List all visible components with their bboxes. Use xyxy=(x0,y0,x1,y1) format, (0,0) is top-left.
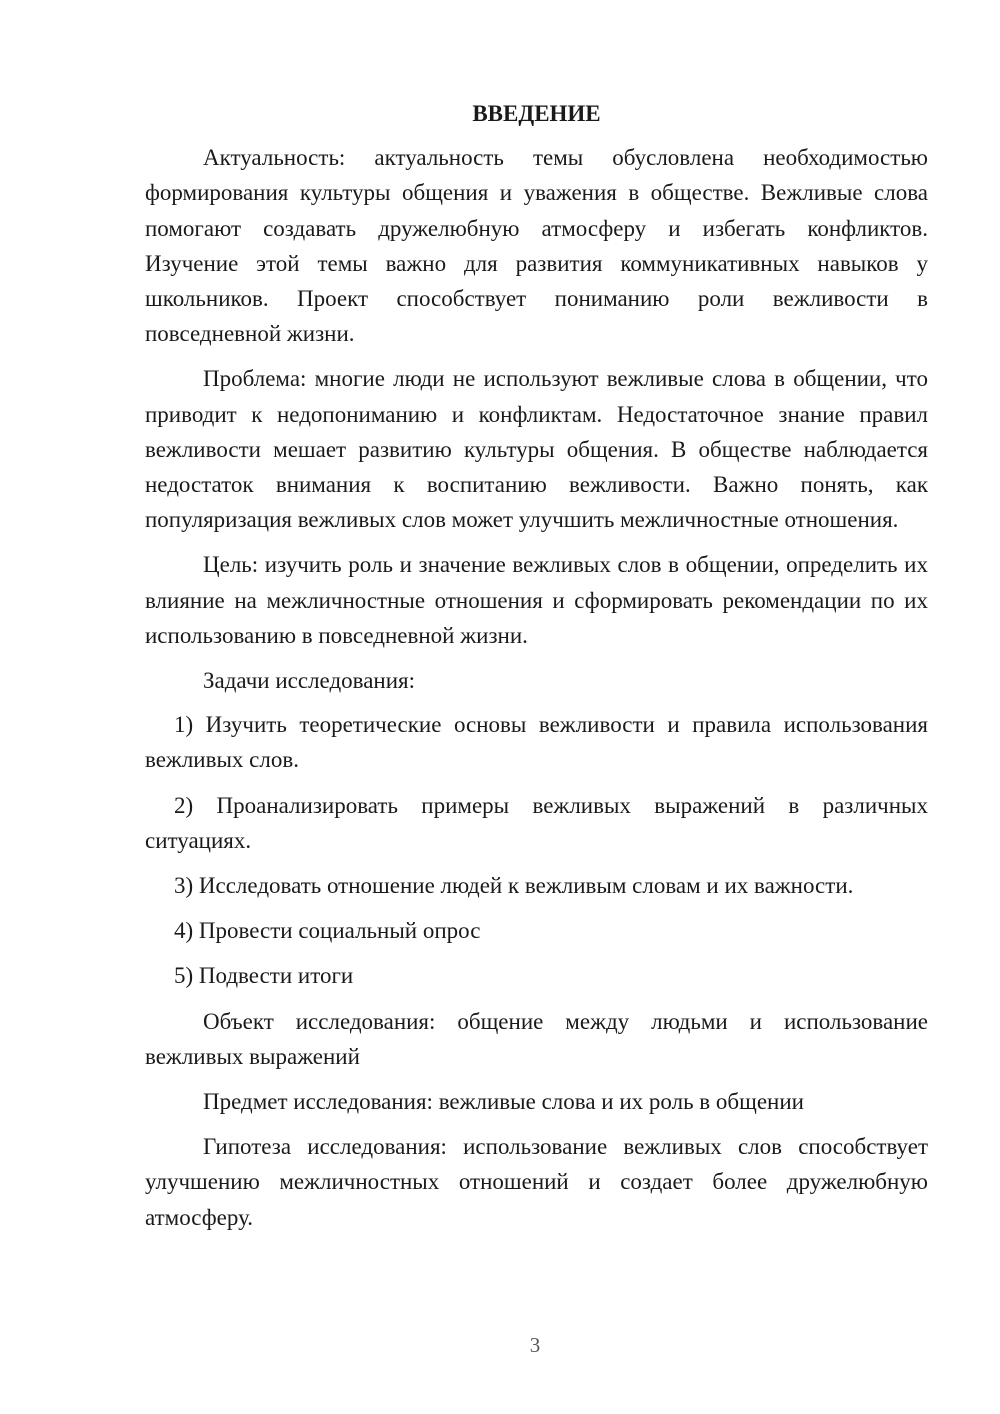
relevance-paragraph: Актуальность: актуальность темы обусловлена необходимостью формирования культуры общения и уважения в обществе. Вежливые слова помогают создавать дружелюбную атмосферу и избегать конфликтов. Изучение этой темы важно для развития коммуникативных навыков у школьников. Проект способствует пониманию роли вежливости в повседневной жизни. xyxy=(145,145,928,347)
tasks-heading: Задачи исследования: xyxy=(203,668,416,694)
page-number: 3 xyxy=(529,1333,541,1357)
task-item-5: 5) Подвести итоги xyxy=(174,963,354,989)
goal-paragraph: Цель: изучить роль и значение вежливых слов в общении, определить их влияние на межличностные отношения и сформировать рекомендации по их использованию в повседневной жизни. xyxy=(145,552,928,648)
task-item-4: 4) Провести социальный опрос xyxy=(174,918,481,944)
page-content xyxy=(145,96,928,1245)
page-title: ВВЕДЕНИЕ xyxy=(472,101,601,126)
problem-paragraph: Проблема: многие люди не используют вежливые слова в общении, что приводит к недопониманию и конфликтам. Недостаточное знание правил вежливости мешает развитию культуры общения. В обществе наблюдается недостаток внимания к воспитанию вежливости. Важно понять, как популяризация вежливых слов может улучшить межличностные отношения. xyxy=(145,366,928,533)
hypothesis-paragraph: Гипотеза исследования: использование вежливых слов способствует улучшению межличностных отношений и создает более дружелюбную атмосферу. xyxy=(145,1134,928,1230)
object-paragraph: Объект исследования: общение между людьми и использование вежливых выражений xyxy=(145,1008,928,1069)
task-item-2: 2) Проанализировать примеры вежливых выражений в различных ситуациях. xyxy=(145,792,928,853)
subject-paragraph: Предмет исследования: вежливые слова и их роль в общении xyxy=(203,1089,804,1115)
task-item-1: 1) Изучить теоретические основы вежливости и правила использования вежливых слов. xyxy=(145,712,928,773)
task-item-3: 3) Исследовать отношение людей к вежливым словам и их важности. xyxy=(174,873,854,899)
